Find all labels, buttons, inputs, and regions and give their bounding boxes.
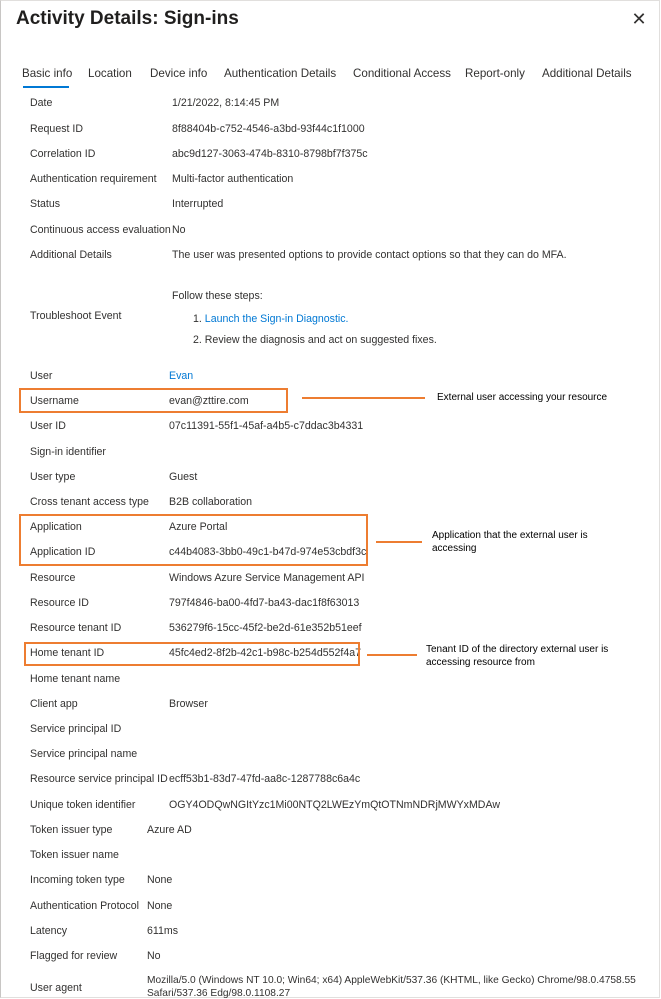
user-agent-value-line-1: Mozilla/5.0 (Windows NT 10.0; Win64; x64) AppleWebKit/537.36 (KHTML, like Gecko) Chrome/98.0.4758.55 xyxy=(147,975,636,986)
client-app-label: Client app xyxy=(30,698,78,710)
additional-details-label: Additional Details xyxy=(30,249,112,261)
additional-details-value: The user was presented options to provide contact options so that they can do MFA. xyxy=(172,249,567,261)
external-user-annotation: External user accessing your resource xyxy=(437,392,608,403)
home-tenant-annotation-line xyxy=(367,654,417,656)
user-agent-value-line-2: Safari/537.36 Edg/98.0.1108.27 xyxy=(147,988,291,999)
token-issuer-type-value: Azure AD xyxy=(147,824,192,836)
cross-tenant-access-type-value: B2B collaboration xyxy=(169,496,253,508)
application-value: Azure Portal xyxy=(169,521,228,533)
unique-token-identifier-value: OGY4ODQwNGItYzc1Mi00NTQ2LWEzYmQtOTNmNDRjMWYxMDAw xyxy=(169,799,500,811)
launch-sign-in-diagnostic-link[interactable]: Launch the Sign-in Diagnostic. xyxy=(204,313,349,325)
username-label: Username xyxy=(30,395,79,407)
unique-token-identifier-label: Unique token identifier xyxy=(30,799,136,811)
troubleshoot-intro: Follow these steps: xyxy=(172,290,263,302)
client-app-value: Browser xyxy=(169,698,208,710)
authentication-protocol-value: None xyxy=(147,900,173,912)
application-annotation-line-2: accessing xyxy=(432,543,477,554)
troubleshoot-step-2: 2. Review the diagnosis and act on suggested fixes. xyxy=(193,334,437,346)
home-tenant-id-highlight-box xyxy=(24,642,360,666)
resource-id-label: Resource ID xyxy=(30,597,89,609)
resource-tenant-id-value: 536279f6-15cc-45f2-be2d-61e352b51eef xyxy=(169,622,362,634)
authentication-protocol-label: Authentication Protocol xyxy=(30,900,139,912)
latency-label: Latency xyxy=(30,925,68,937)
service-principal-name-label: Service principal name xyxy=(30,748,138,760)
correlation-id-label: Correlation ID xyxy=(30,148,96,160)
continuous-access-evaluation-value: No xyxy=(172,224,186,236)
close-icon[interactable]: ✕ xyxy=(631,9,647,29)
flagged-for-review-label: Flagged for review xyxy=(30,950,118,962)
resource-tenant-id-label: Resource tenant ID xyxy=(30,622,122,634)
flagged-for-review-value: No xyxy=(147,950,161,962)
active-tab-indicator xyxy=(23,86,69,88)
user-label: User xyxy=(30,370,53,382)
tenant-annotation-line-2: accessing resource from xyxy=(426,657,535,668)
tab-conditional-access[interactable]: Conditional Access xyxy=(353,67,451,80)
authentication-requirement-label: Authentication requirement xyxy=(30,173,157,185)
user-type-value: Guest xyxy=(169,471,198,483)
date-label: Date xyxy=(30,97,53,109)
request-id-value: 8f88404b-c752-4546-a3bd-93f44c1f1000 xyxy=(172,123,365,135)
continuous-access-evaluation-label: Continuous access evaluation xyxy=(30,224,171,236)
tab-additional-details[interactable]: Additional Details xyxy=(542,67,632,80)
request-id-label: Request ID xyxy=(30,123,83,135)
user-link[interactable]: Evan xyxy=(169,370,194,382)
application-annotation-line-1: Application that the external user is xyxy=(432,530,588,541)
tab-report-only[interactable]: Report-only xyxy=(465,67,525,80)
resource-value: Windows Azure Service Management API xyxy=(169,572,365,584)
authentication-requirement-value: Multi-factor authentication xyxy=(172,173,294,185)
sign-in-identifier-label: Sign-in identifier xyxy=(30,446,106,458)
user-agent-label: User agent xyxy=(30,982,82,994)
application-id-label: Application ID xyxy=(30,546,96,558)
home-tenant-id-value: 45fc4ed2-8f2b-42c1-b98c-b254d552f4a7 xyxy=(169,647,362,659)
correlation-id-value: abc9d127-3063-474b-8310-8798bf7f375c xyxy=(172,148,368,160)
step-1-number: 1. xyxy=(193,313,202,325)
token-issuer-name-label: Token issuer name xyxy=(30,849,119,861)
status-label: Status xyxy=(30,198,61,210)
home-tenant-name-label: Home tenant name xyxy=(30,673,121,685)
username-annotation-line xyxy=(302,397,425,399)
application-annotation-line xyxy=(376,541,422,543)
resource-service-principal-id-label: Resource service principal ID xyxy=(30,773,168,785)
home-tenant-id-label: Home tenant ID xyxy=(30,647,105,659)
troubleshoot-step-1 xyxy=(193,313,349,325)
tab-authentication-details[interactable]: Authentication Details xyxy=(224,67,337,80)
username-value: evan@zttire.com xyxy=(169,395,249,407)
user-type-label: User type xyxy=(30,471,76,483)
user-id-label: User ID xyxy=(30,420,66,432)
tab-location[interactable]: Location xyxy=(88,67,132,80)
application-label: Application xyxy=(30,521,82,533)
resource-label: Resource xyxy=(30,572,76,584)
username-highlight-box xyxy=(19,388,288,413)
incoming-token-type-value: None xyxy=(147,874,173,886)
token-issuer-type-label: Token issuer type xyxy=(30,824,113,836)
tab-device-info[interactable]: Device info xyxy=(150,67,208,80)
status-value: Interrupted xyxy=(172,198,224,210)
resource-id-value: 797f4846-ba00-4fd7-ba43-dac1f8f63013 xyxy=(169,597,360,609)
resource-service-principal-id-value: ecff53b1-83d7-47fd-aa8c-1287788c6a4c xyxy=(169,773,361,785)
service-principal-id-label: Service principal ID xyxy=(30,723,122,735)
application-id-value: c44b4083-3bb0-49c1-b47d-974e53cbdf3c xyxy=(169,546,367,558)
cross-tenant-access-type-label: Cross tenant access type xyxy=(30,496,149,508)
date-value: 1/21/2022, 8:14:45 PM xyxy=(172,97,280,109)
latency-value: 611ms xyxy=(147,925,179,937)
incoming-token-type-label: Incoming token type xyxy=(30,874,125,886)
tenant-annotation-line-1: Tenant ID of the directory external user is xyxy=(426,644,609,655)
user-id-value: 07c11391-55f1-45af-a4b5-c7ddac3b4331 xyxy=(169,420,364,432)
application-highlight-box xyxy=(19,514,368,566)
troubleshoot-event-label: Troubleshoot Event xyxy=(30,310,122,322)
panel-title: Activity Details: Sign-ins xyxy=(16,8,239,29)
tab-basic-info[interactable]: Basic info xyxy=(22,67,73,80)
